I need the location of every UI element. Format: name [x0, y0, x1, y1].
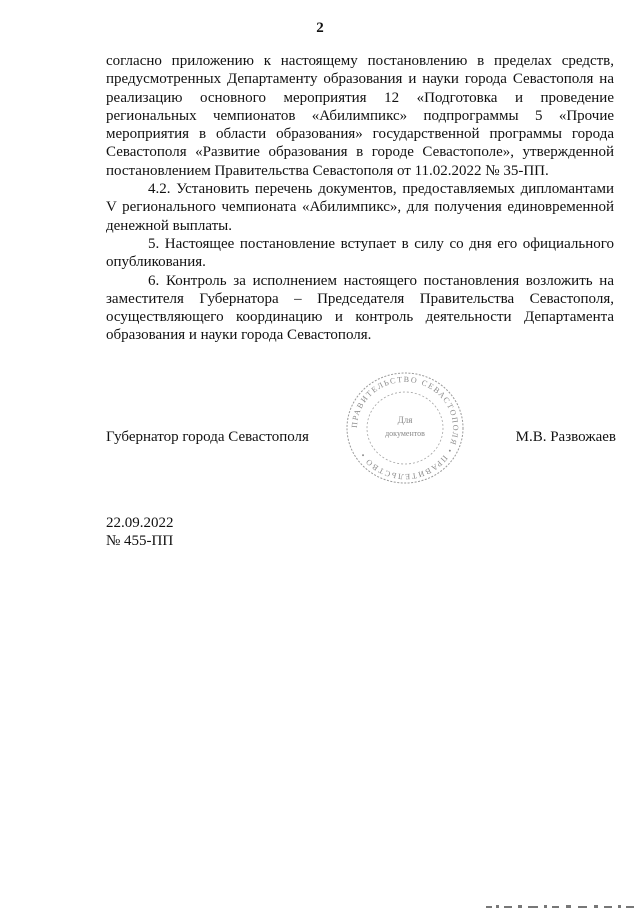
paragraph-continuation: согласно приложению к настоящему постановлению в пределах средств, предусмотренных Департаменту образования и науки города Севастополя на реализацию основного мероприятия 12 «Подготовка и проведение региональных чемпионатов «Абилимпикс» подпрограммы 5 «Прочие мероприятия в области образования» государственной программы города Севастополя «Развитие образования в городе Севастополе», утвержденной постановлением Правительства Севастополя от 11.02.2022 № 35-ПП. [106, 53, 614, 179]
paragraph-6: 6. Контроль за исполнением настоящего постановления возложить на заместителя Губернатора – Председателя Правительства Севастополя, осуществляющего координацию и контроль деятельности Департамента образования и науки города Севастополя. [106, 272, 614, 344]
svg-text:документов: документов [385, 429, 425, 438]
page-number: 2 [316, 20, 324, 36]
scan-artifacts [486, 897, 636, 903]
paragraph-5: 5. Настоящее постановление вступает в силу со дня его официального опубликования. [106, 235, 614, 271]
document-body [106, 52, 614, 345]
official-seal [340, 368, 470, 488]
paragraph-4-2: 4.2. Установить перечень документов, предоставляемых дипломантами V регионального чемпионата «Абилимпикс», для получения единовременной денежной выплаты. [106, 181, 614, 234]
signatory-position: Губернатор города Севастополя [106, 429, 309, 445]
svg-text:ПРАВИТЕЛЬСТВО СЕВАСТОПОЛЯ • ПР: ПРАВИТЕЛЬСТВО СЕВАСТОПОЛЯ • ПРАВИТЕЛЬСТВО • [349, 374, 461, 482]
document-number: № 455-ПП [106, 533, 174, 549]
document-details [106, 514, 174, 550]
signatory-name: М.В. Развожаев [515, 429, 616, 445]
document-date: 22.09.2022 [106, 515, 174, 531]
svg-text:Для: Для [397, 415, 413, 425]
